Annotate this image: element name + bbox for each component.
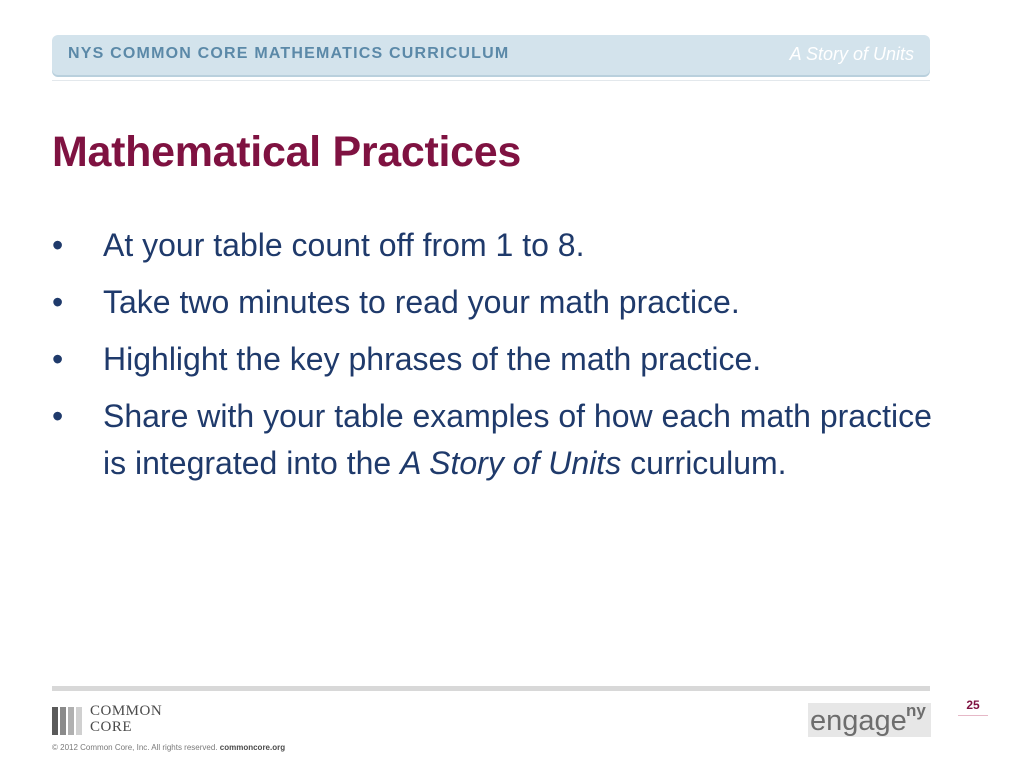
curriculum-header-band	[52, 35, 930, 75]
common-core-wordmark	[90, 703, 162, 735]
bullet-text-italic: A Story of Units	[400, 445, 622, 481]
copyright-notice	[52, 743, 285, 752]
bullet-dot-icon: •	[52, 398, 64, 434]
logo-line-1: COMMON	[90, 703, 163, 719]
header-divider	[52, 80, 930, 81]
copyright-text: © 2012 Common Core, Inc. All rights reserved.	[52, 743, 218, 752]
site-link[interactable]: commoncore.org	[219, 743, 286, 752]
curriculum-name: NYS COMMON CORE MATHEMATICS CURRICULUM	[68, 45, 510, 62]
bullet-dot-icon: •	[52, 284, 64, 320]
common-core-bars-icon	[52, 707, 82, 735]
bullet-dot-icon: •	[52, 341, 64, 377]
engage-ny-superscript: ny	[906, 701, 926, 720]
logo-line-2: CORE	[90, 719, 133, 735]
bullet-list	[52, 222, 932, 497]
bullet-item	[52, 222, 932, 269]
common-core-logo	[52, 703, 192, 737]
bullet-text-end: curriculum.	[621, 445, 787, 481]
bullet-item	[52, 279, 932, 326]
engage-word: engage	[810, 705, 907, 737]
bullet-text-start: Share with your table examples of how each math practice is integrated into the	[103, 398, 932, 481]
slide-title: Mathematical Practices	[52, 128, 522, 176]
bullet-text: Take two minutes to read your math practice.	[103, 284, 740, 320]
series-name: A Story of Units	[789, 44, 914, 64]
bullet-text: At your table count off from 1 to 8.	[103, 227, 585, 263]
page-number: 25	[958, 698, 988, 716]
bullet-item	[52, 336, 932, 383]
engage-ny-logo	[808, 703, 931, 737]
footer-divider	[52, 686, 930, 691]
bullet-dot-icon: •	[52, 227, 64, 263]
bullet-text: Highlight the key phrases of the math practice.	[103, 341, 762, 377]
bullet-item	[52, 393, 932, 487]
